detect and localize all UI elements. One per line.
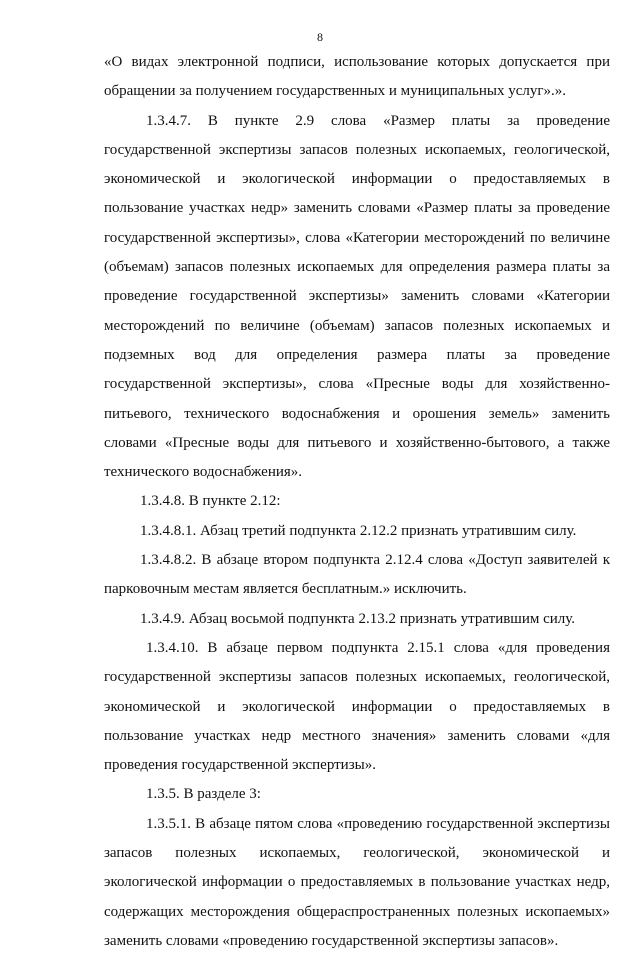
paragraph-1-3-4-9: 1.3.4.9. Абзац восьмой подпункта 2.13.2 признать утратившим силу.: [140, 610, 576, 627]
paragraph-1-3-5: 1.3.5. В разделе 3:: [146, 786, 261, 803]
paragraph-1-3-4-8-2: 1.3.4.8.2. В абзаце втором подпункта 2.12.4 слова «Доступ заявителей к парковочным местам является бесплатным.» исключить.: [104, 552, 610, 598]
paragraph-1-3-4-10: 1.3.4.10. В абзаце первом подпункта 2.15.1 слова «для проведения государственной экспертизы запасов полезных ископаемых, геологической, экономической и экологической информации о предоставляемых в пользование участках недр местного значения» заменить словами «для проведения государственной экспертизы».: [104, 639, 610, 774]
paragraph-1-3-4-7: 1.3.4.7. В пункте 2.9 слова «Размер платы за проведение государственной экспертизы запасов полезных ископаемых, геологической, экономической и экологической информации о предоставляемых в пользование участках недр» заменить словами «Размер платы за проведение государственной экспертизы», слова «Категории месторождений по величине (объемам) запасов полезных ископаемых для определения размера платы за проведение государственной экспертизы» заменить словами «Категории месторождений по величине (объемам) запасов полезных ископаемых и подземных вод для определения размера платы за проведение государственной экспертизы», слова «Пресные воды для хозяйственно-питьевого, технического водоснабжения и орошения земель» заменить словами «Пресные воды для питьевого и хозяйственно-бытового, а также технического водоснабжения».: [104, 112, 610, 481]
paragraph-continuation: «О видах электронной подписи, использование которых допускается при обращении за получением государственных и муниципальных услуг».».: [104, 54, 610, 100]
document-body: [104, 48, 610, 956]
paragraph-1-3-4-8-1: 1.3.4.8.1. Абзац третий подпункта 2.12.2 признать утратившим силу.: [140, 522, 577, 539]
page-number: 8: [317, 30, 323, 44]
paragraph-1-3-5-1: 1.3.5.1. В абзаце пятом слова «проведению государственной экспертизы запасов полезных ископаемых, геологической, экономической и экологической информации о предоставляемых в пользование участках недр, содержащих месторождения общераспространенных полезных ископаемых» заменить словами «проведению государственной экспертизы запасов».: [104, 815, 610, 949]
paragraph-1-3-4-8: 1.3.4.8. В пункте 2.12:: [140, 493, 281, 510]
